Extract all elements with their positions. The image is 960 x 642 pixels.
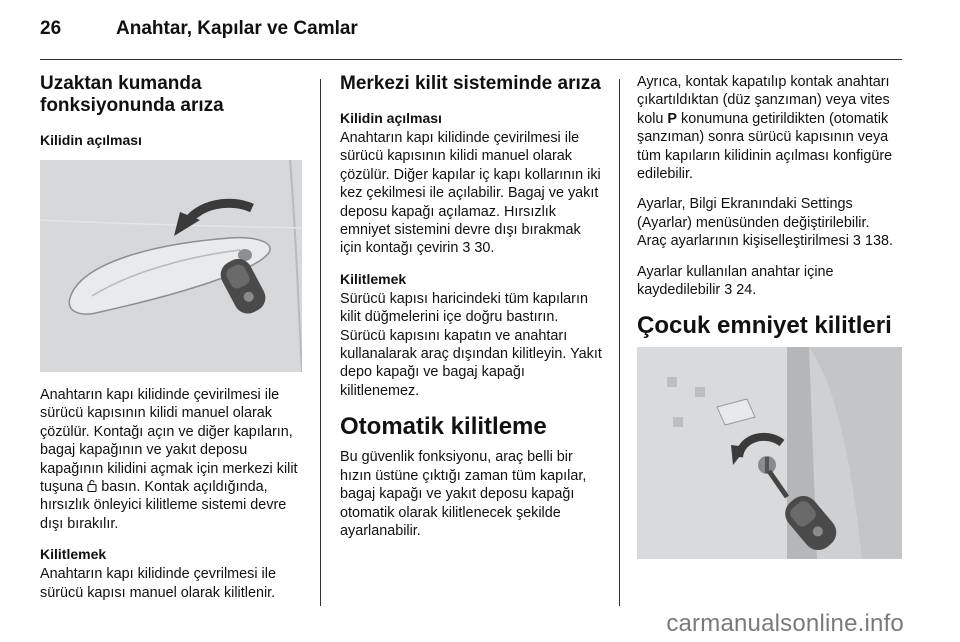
column-3 xyxy=(637,73,902,573)
page-header xyxy=(40,18,358,40)
page-ref-link[interactable]: 30. xyxy=(474,240,495,257)
paragraph-settings-text: Ayarlar, Bilgi Ekranındaki Settings (Ayarlar) menüsünden değiştirilebilir. Araç ayarlarının kişiselleştirilmesi xyxy=(637,196,870,250)
subheading-locking: Kilitlemek xyxy=(40,546,107,563)
paragraph-settings xyxy=(637,195,902,250)
page-ref-link-3[interactable]: 24. xyxy=(736,282,757,299)
subheading-locking-2: Kilitlemek xyxy=(340,270,407,287)
paragraph-auto-unlock-text: Ayrıca, kontak kapatılıp kontak anahtarı çıkartıldıktan (düz şanzıman) veya vites kolu xyxy=(637,74,890,127)
paragraph-auto-lock: Bu güvenlik fonksiyonu, araç belli bir hızın üstüne çıktığı zaman tüm kapılar, bagaj kapağı ve yakıt deposu kapağı otomatik olarak kilitlenecek şekilde ayarlanabilir. xyxy=(340,449,587,539)
paragraph-unlock-remote-text-2: basın. Kontak açıldığında, hırsızlık önleyici kilitleme sistemi devre dışı bırakılır. xyxy=(40,479,287,532)
child-lock-drawing xyxy=(637,347,902,559)
column-divider-2 xyxy=(619,79,620,606)
column-divider-1 xyxy=(320,79,321,606)
page-ref-icon-3: 3 xyxy=(724,282,733,299)
paragraph-key-settings xyxy=(637,263,902,300)
page-ref-icon-2: 3 xyxy=(852,233,861,250)
subheading-unlocking: Kilidin açılması xyxy=(40,132,142,148)
paragraph-unlock-central xyxy=(340,129,605,258)
paragraph-lock-central: Sürücü kapısı haricindeki tüm kapıların kilit düğmelerini içe doğru bastırın. Sürücü kapısını kapatın ve anahtarı kullanalarak araç dışından kilitleyin. Yakıt depo kapağı ve bagaj kapağı kilitlenemez. xyxy=(340,290,602,399)
paragraph-unlock-remote-text: Anahtarın kapı kilidinde çevirilmesi ile sürücü kapısının kilidi manuel olarak çözülür. Kontağı açın ve diğer kapıların, bagaj kapağının ve yakıt deposu kapağının kilidini açmak için merkezi kilit tuşuna xyxy=(40,387,298,496)
paragraph-auto-unlock-text-2: konumuna getirildikten (otomatik şanzıman) sonra sürücü kapısının veya tüm kapıların kilidinin açılması konfigüre edilebilir. xyxy=(637,110,893,183)
child-lock-illustration xyxy=(637,347,902,559)
lock-button-icon xyxy=(87,479,97,492)
column-2 xyxy=(340,73,605,552)
header-rule xyxy=(40,59,902,60)
paragraph-auto-unlock xyxy=(637,73,902,183)
paragraph-key-settings-text: Ayarlar kullanılan anahtar içine kaydedilebilir xyxy=(637,263,834,299)
page-ref-link-2[interactable]: 138. xyxy=(864,233,893,250)
paragraph-lock-remote: Anahtarın kapı kilidinde çevrilmesi ile sürücü kapısı manuel olarak kilitlenir. xyxy=(40,566,276,601)
section-title-central-lock-failure: Merkezi kilit sisteminde arıza xyxy=(340,73,601,94)
section-title-remote-failure: Uzaktan kumanda fonksiyonunda arıza xyxy=(40,73,224,116)
door-handle-key-illustration xyxy=(40,160,302,372)
column-1 xyxy=(40,73,305,614)
door-handle-key-drawing xyxy=(40,160,302,372)
section-title-auto-lock: Otomatik kilitleme xyxy=(340,413,547,441)
watermark: carmanualsonline.info xyxy=(666,610,904,637)
paragraph-unlock-central-text: Anahtarın kapı kilidinde çevirilmesi ile sürücü kapısının kilidi manuel olarak çözülür. Diğer kapılar iç kapı kollarının iki kez çekilmesi ile açılabilir. Bagaj ve yakıt deposu kapağı açılamaz. Hırsızlık emniyet sistemini devre dışı bırakmak için kontağı çevirin xyxy=(340,130,601,257)
section-title-child-locks: Çocuk emniyet kilitleri xyxy=(637,312,892,340)
gear-position-p: P xyxy=(667,110,678,127)
page-ref-icon: 3 xyxy=(462,240,471,257)
subheading-unlocking-2: Kilidin açılması xyxy=(340,110,442,126)
page-number: 26 xyxy=(40,18,62,39)
paragraph-unlock-remote xyxy=(40,386,305,533)
chapter-title: Anahtar, Kapılar ve Camlar xyxy=(116,18,358,39)
